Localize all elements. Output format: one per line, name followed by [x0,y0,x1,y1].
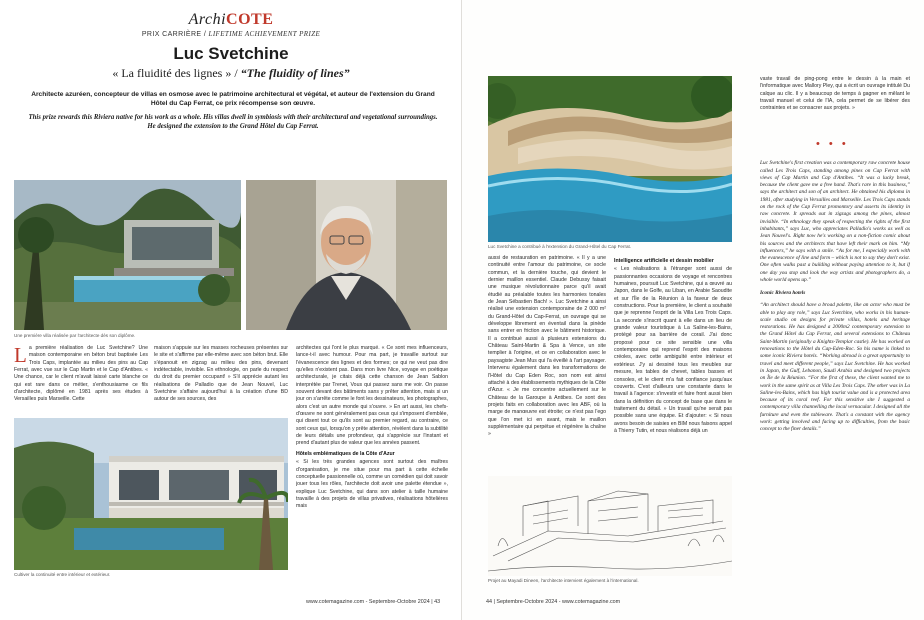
separator-dots: • • • [816,138,849,150]
kicker: PRIX CARRIÈRE / LIFETIME ACHIEVEMENT PRIZE [141,30,321,38]
subheading-iconic-hotels: Iconic Riviera hotels [760,289,806,296]
lead-english: This prize rewards this Riviera native for his work as a whole. His villas dwell in symbiosis with their architectural and vegetational surroundings. He designed the extension to the Grand Hôtel du Cap Ferrat. [28,114,438,131]
subheading-ai: Intelligence artificielle et dessin mobilier [614,258,714,264]
architectural-sketch [488,476,732,576]
caption-sketch: Projet au Mayadi Dineen, l'architecte intervient également à l'international. [488,578,639,583]
villa-photo [14,180,241,330]
drop-cap: L [14,345,27,367]
article-subtitle: « La fluidité des lignes » / “The fluidity of lines” [112,66,350,80]
architect-portrait [246,180,447,330]
caption-hotel: Luc Svetchine a contribué à l'extension du Grand-Hôtel du Cap Ferrat. [488,244,632,249]
footer-right: 44 | Septembre-Octobre 2024 - www.cotemagazine.com [486,599,621,605]
right-page [462,0,924,620]
garden-villa-photo [14,418,288,570]
lead-french: Architecte azuréen, concepteur de villas en osmose avec le patrimoine architectural et végétal, et auteur de l'extension du Grand Hôtel du Cap Ferrat, ce prix récompense son œuvre. [31,91,435,108]
article-title: Luc Svetchine [173,44,289,63]
text-column-2: maison s'appuie sur les masses rocheuses présentes sur le site et s'affirme par elle-même avec son béton brut. Elle s'épanouit en zigzag au milieu des pins, devenant indétectable, invisible. En ethnologie, on parle du respect du droit du premier occupant! » S'il apprécie autant les réalisations de Palladio que de Jean Nouvel, Luc Svetchine s'affaire aujourd'hui à la création d'une BD autour de ses sources, des [154,345,288,403]
text-column-4: aussi de restauration en patrimoine. « Il y a une continuité entre l'amour du patrimoine, ce socle commun, et la dernière touche, qui devient le dernier maillon essentiel. Claude Debussy faisait une musique révolutionnaire parce qu'il avait étudié au préalable toutes les harmonies tonales de Jean Sébastien Bach! ». Luc Svetchine a ainsi réalisé une extension contemporaine de 2 000 m² du Grand-Hôtel du Cap-Ferrat, un ouvrage qui se développe librement en éventail dans la pinède sans entrer en friction avec le bâtiment historique. Il a contribué aussi à plusieurs extensions du Château Saint-Martin & Spa à Vence, un site templier à l'origine, et ce en collaboration avec le paysagiste Jean Mus qui l'a éveillé à l'art paysager. Intervenu également dans les transformations de l'Hôtel du Cap Eden Roc, son nom est ainsi attaché à des établissements mythiques de la Côte d'Azur. « Je me concentre actuellement sur le Château de la Garoupe à Antibes. Ce sont des projets faits en collaboration avec les ABF, où la marge de manœuvre est étroite; ce n'est pas l'ego que l'on met ici en avant, mais le maillon supplémentaire qui perpétue et régénère la chaîne » [488,255,606,438]
caption-garden: Cultiver la continuité entre intérieur et extérieur. [14,572,111,577]
hotel-photo [488,76,732,242]
text-column-1: La première réalisation de Luc Svetchine? Une maison contemporaine en béton brut baptisée Les Trois Caps, implantée au milieu des pins au Cap Ferrat, avec vue sur le Cap Martin et le Cap d'Antibes. « Une chance, car le client m'avait laissé carte blanche ce qui est rare dans ce métier, s'enthousiasme ce fils d'architecte, diplômé en 1981 après ses études à Versailles puis Marseille. Cette [14,345,148,403]
text-column-3: architectes qui l'ont le plus marqué. « Ce sont mes influenceurs, lance-t-il avec humour. Pour ma part, je travaille surtout sur l'évanescence des lignes et des formes; ce qui ne veut pas dire qu'elles n'existent pas. Dans mon livre Nice, voyage en poétique architecturale, je citais déjà cette chanson de Jean Sablon interprétée par Trenet, Vous qui passez sans me voir. On passe souvent devant des bâtiments sans y prêter attention, mais si un jour on s'arrête comme le font les dessinateurs, les photographes, alors c'est un autre monde qui s'ouvre. » En art aussi, les chefs-d'œuvre ne sont généralement pas ceux qui s'imposent d'emblée, qui disent tout ce qu'ils sont au premier regard, au contraire, ce sont ceux qui, lorsqu'on y prête attention, révèlent dans la subtilité de leurs détails une profondeur, qui s'apprécie sur l'instant et prend d'autant plus de valeur que les années passent. Hôtels emblématiques de la Côte d'Azur « Si les très grandes agences sont surtout des maîtres d'organisation, je me situe pour ma part à cette échelle conceptuelle passionnelle où, comme un comédien qui doit savoir jouer tous les rôles, l'architecte doit avoir une palette étendue », explique Luc Svetchine, qui dans son atelier à taille humaine travaille à des projets de villas privatives, réalisations hôtelières mais [296,345,448,510]
text-column-6: vaste travail de ping-pong entre le dessin à la main et l'informatique avec Mallory Pley, qui a écrit un ouvrage intitulé Du calque au clic. Il y a beaucoup de temps à gagner en mêlant le travail manuel et celui de l'IA, cela permet de se libérer des contraintes et se consacrer aux projets. » [760,76,910,112]
subheading-hotels: Hôtels emblématiques de la Côte d'Azur [296,450,395,457]
caption-villa: Une première villa réalisée par l'architecte dès son diplôme. [14,333,136,338]
archicote-logo: ArchiCOTE [188,11,274,28]
english-column: Luc Svetchine's first creation was a contemporary raw concrete house called Les Trois Caps, standing among pines on Cap Ferrat with views of Cap Martin and Cap d'Antibes. “It was a lucky break, because the client gave me a free hand. That's rare in this business,” says the architect and son of an architect. He obtained his diploma in 1981, after studying in Versailles and Marseille. Les Trois Caps stands on the rock of the Cap Ferrat promontory and asserts its identity in raw concrete. It spreads out in zigzags among the pines, almost invisible. “In ethnology they speak of respecting the rights of the first inhabitants,” says Luc, who appreciates Palladio's works as well as Jean Nouvel's. Right now he's working on a non-fiction comic about his sources and the architects that have left their mark on him. “My influencers,” he says with a smile. “As for me, I especially work with the evanescence of line and form – which is not to say they don't exist. One often walks past a building without paying attention to it, but if one day you stop and look the way artists and photographers do, a whole world opens up.” Iconic Riviera hotels “An architect should have a broad palette, like an actor who must be able to play any role,” says Luc Svetchine, who works in his human-scale studio on designs for private villas, hotels and heritage restorations. He has designed a 2000m2 contemporary extension to the Grand Hôtel du Cap Ferrat, and several extensions to Château Saint-Martin (originally a Knights-Templar castle). He has worked on renovations to the Hôtel du Cap-Eden-Roc. So his name is linked to some iconic Riviera hotels. “Working abroad is a great opportunity to travel and meet different people,” says Luc Svetchine. He has worked in Japan, the Gulf, Lebanon, Saudi Arabia and designed two projects on Île de la Réunion. “For the first of these, the client wanted me to work in the same spirit as at Villa Les Trois Caps. The other was in La Saline-les-Bains, which has high tourist value and is a protected area because of its coral reef. For this sensitive site I suggested a contemporary villa channelling the local vernacular. I designed all the furniture and even the tableware. That's a constant with the agency work: getting involved and facing up to difficulties, from the basic concept to the finer details.” [760,160,910,433]
text-column-5: Intelligence artificielle et dessin mobilier « Les réalisations à l'étranger sont aussi de passionnantes occasions de voyage et rencontres humaines, poursuit Luc Svetchine, qui a œuvré au Japon, dans le Golfe, au Liban, en Arabie Saoudite et sur l'Île de la Réunion à la faveur de deux constructions. Pour la première, le client a souhaité que je reprenne l'esprit de la Villa Les Trois Caps. La seconde s'inscrit quant à elle dans un lieu de grande valeur touristique à La Saline-les-Bains, protégé pour sa barrière de corail. J'ai donc proposé pour ce site sensible une villa contemporaine qui reprend l'esprit des maisons créoles, avec cette ambiguïté entre intérieur et extérieur. J'y ai dessiné tous les meubles sur mesure, les tables de chevet, tables basses et consoles, et le client m'a fait confiance jusqu'aux couverts. C'est d'ailleurs une constante dans le travail à l'agence: s'investir et faire front aussi bien dans la définition du concept de base que dans le traitement du détail. » Un travail qu'ne serait pas possible sans une équipe. Et d'ajouter: « Si nous avons besoin de saisies en BIM nous faisons appel à Thierry Tutin, et nous réalisons déjà un [614,258,732,434]
footer-left: www.cotemagazine.com - Septembre-Octobre 2024 | 43 [306,599,441,605]
